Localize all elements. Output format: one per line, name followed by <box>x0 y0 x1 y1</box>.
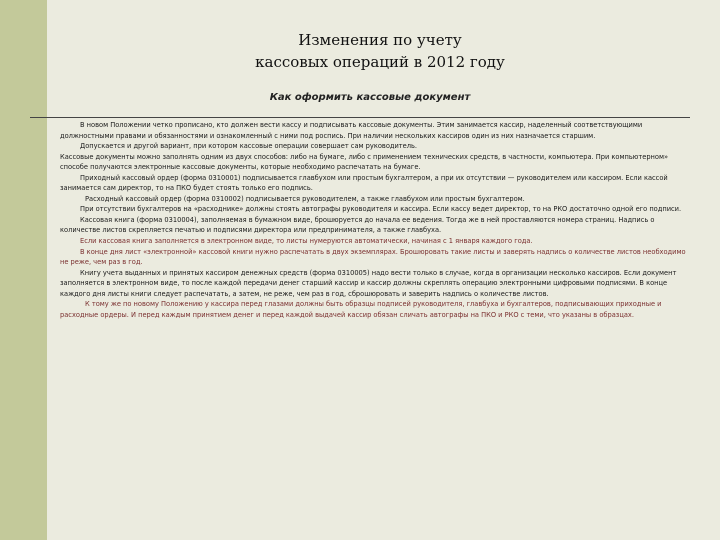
paragraph-director: Допускается и другой вариант, при котором кассовые операции совершает сам руководитель. <box>80 141 418 151</box>
divider-line <box>30 117 690 118</box>
paragraph-rko: Расходный кассовый ордер (форма 0310002) подписывается руководителем, а также главбухом или простым бухгалтером. <box>85 193 525 203</box>
slide-subtitle: Как оформить кассовые документ <box>269 92 471 103</box>
paragraph-rko-signatures: При отсутствии бухгалтеров на «расходнике» должны стоять автографы руководителя и кассира. Если кассу ведет директор, то на РКО достаточно одной его подписи. <box>80 204 682 214</box>
paragraph-electronic-book: Если кассовая книга заполняется в электронном виде, то листы нумеруются автоматически, начиная с 1 января каждого года. <box>80 236 533 246</box>
paragraph-cash-book: Кассовая книга (форма 0310004), заполняемая в бумажном виде, брошюруется до начала ее ведения. Тогда же в ней проставляются номера страниц. Надпись о количестве листов скрепляется печатью и подписями директора или предпринимателя, а также главбуха. <box>60 214 655 235</box>
body-text <box>60 120 690 320</box>
paragraph-day-end: В конце дня лист «электронной» кассовой книги нужно распечатать в двух экземплярах. Брошюровать такие листы и заверять надпись о количестве листов необходимо не реже, чем раз в год. <box>60 246 686 267</box>
left-accent-bar <box>0 0 47 540</box>
paragraph-signature-samples: К тому же по новому Положению у кассира перед глазами должны быть образцы подписей руководителя, главбуха и бухгалтеров, подписывающих приходные и расходные ордеры. И перед каждым принятием денег и перед каждой выдачей кассир обязан сличать автографы на ПКО и РКО с теми, что указаны в образцах. <box>60 299 662 319</box>
slide-title <box>150 29 610 73</box>
paragraph-cashier: В новом Положении четко прописано, кто должен вести кассу и подписывать кассовые документы. Этим занимается кассир, наделенный соответствующими должностными правами и обязанностями и ознакомленный с ними под роспись. При наличии нескольких кассиров один из них назначается старшим. <box>60 120 643 140</box>
paragraph-methods: Кассовые документы можно заполнять одним из двух способов: либо на бумаге, либо с применением технических средств, в частности, компьютера. При компьютерном» способе получаются электронные кассовые документы, которые необходимо распечатать на бумаге. <box>60 151 669 172</box>
paragraph-pko: Приходный кассовый ордер (форма 0310001) подписывается главбухом или простым бухгалтером, а при их отсутствии — руководителем или кассиром. Если кассой занимается сам директор, то на ПКО будет стоять только его подпись. <box>60 172 668 193</box>
paragraph-ledger: Книгу учета выданных и принятых кассиром денежных средств (форма 0310005) надо вести только в случае, когда в организации несколько кассиров. Если документ заполняется в электронном виде, то после каждой передачи денег старший кассир и кассир должны скреплять операцию электронными цифровыми подписями. В конце каждого дня листы книги следует распечатать, а затем, не реже, чем раз в год, сброшюровать и заверить надпись о количестве листов. <box>60 267 677 298</box>
title-line-2: кассовых операций в 2012 году <box>255 53 505 71</box>
title-line-1: Изменения по учету <box>298 31 462 49</box>
